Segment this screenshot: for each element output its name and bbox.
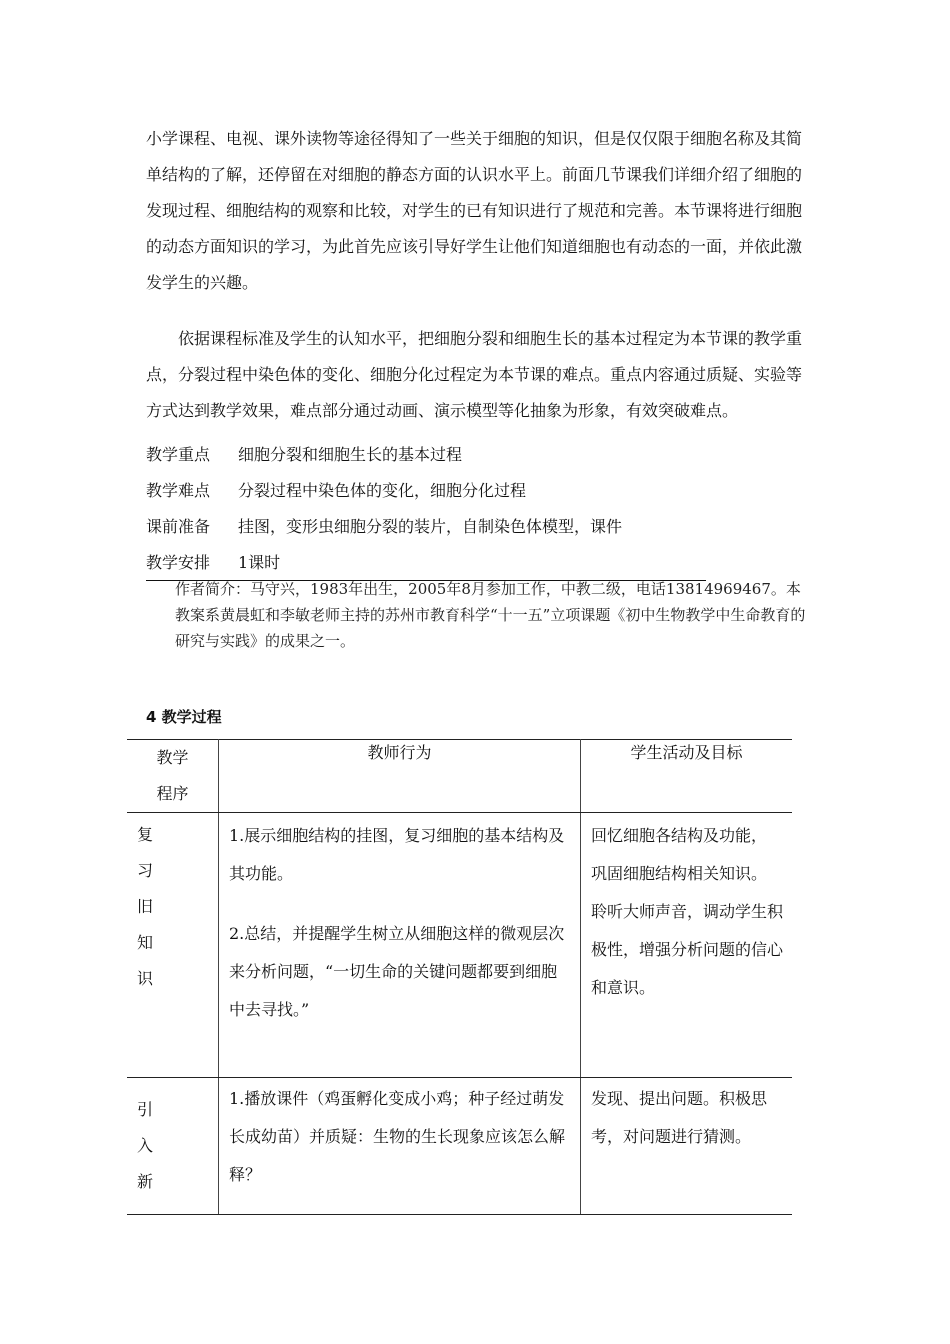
stage-char: 识 [137, 969, 154, 988]
item-difficult-points [146, 481, 526, 501]
header-stage [127, 740, 219, 813]
stage-char: 新 [137, 1172, 154, 1191]
table-header-row [127, 740, 792, 813]
header-teacher [219, 740, 581, 813]
teacher-step-2: 2.总结，并提醒学生树立从细胞这样的微观层次来分析问题，“一切生命的关键问题都要到细胞中去寻找。” [229, 924, 565, 1019]
footnote: 作者简介：马守兴，1983年出生，2005年8月参加工作，中教二级，电话13814969467。本教案系黄晨虹和李敏老师主持的苏州市教育科学“十一五”立项课题《初中生物教学中生命教育的研究与实践》的成果之一。 [175, 580, 806, 650]
teacher-step-1: 1.展示细胞结构的挂图，复习细胞的基本结构及其功能。 [229, 826, 565, 883]
teacher-cell [219, 813, 581, 1078]
table-row [127, 813, 792, 1078]
item-value: 分裂过程中染色体的变化，细胞分化过程 [238, 481, 527, 500]
item-label: 教学难点 [146, 481, 211, 500]
student-line-2: 巩固细胞结构相关知识。 [591, 864, 768, 883]
header-student [581, 740, 793, 813]
item-preparation [146, 517, 622, 537]
stage-char: 习 [137, 861, 154, 880]
teacher-step-1: 1.播放课件（鸡蛋孵化变成小鸡；种子经过萌发长成幼苗）并质疑：生物的生长现象应该怎么解释？ [229, 1089, 566, 1184]
header-student-label: 学生活动及目标 [630, 743, 743, 762]
stage-char: 旧 [137, 897, 154, 916]
item-value: 挂图，变形虫细胞分裂的装片，自制染色体模型，课件 [238, 517, 623, 536]
item-value: 细胞分裂和细胞生长的基本过程 [238, 445, 463, 464]
header-stage-line2: 程序 [156, 784, 189, 803]
student-line-3: 聆听大师声音，调动学生积极性，增强分析问题的信心和意识。 [591, 902, 784, 997]
item-label: 教学重点 [146, 445, 211, 464]
intro-paragraph-1: 小学课程、电视、课外读物等途径得知了一些关于细胞的知识，但是仅仅限于细胞名称及其简单结构的了解，还停留在对细胞的静态方面的认识水平上。前面几节课我们详细介绍了细胞的发现过程、细胞结构的观察和比较，对学生的已有知识进行了规范和完善。本节课将进行细胞的动态方面知识的学习，为此首先应该引导好学生让他们知道细胞也有动态的一面，并依此激发学生的兴趣。 [146, 129, 803, 292]
header-teacher-label: 教师行为 [367, 743, 432, 762]
stage-char: 入 [137, 1136, 154, 1155]
stage-cell [127, 1078, 219, 1215]
item-label: 课前准备 [146, 517, 211, 536]
student-line-1: 发现、提出问题。积极思考，对问题进行猜测。 [591, 1089, 768, 1146]
intro-paragraph-2: 依据课程标准及学生的认知水平，把细胞分裂和细胞生长的基本过程定为本节课的教学重点，分裂过程中染色体的变化、细胞分化过程定为本节课的难点。重点内容通过质疑、实验等方式达到教学效果，难点部分通过动画、演示模型等化抽象为形象，有效突破难点。 [146, 329, 803, 420]
item-key-points [146, 445, 462, 465]
item-schedule [146, 553, 280, 573]
teacher-cell [219, 1078, 581, 1215]
student-cell [581, 813, 793, 1078]
header-stage-line1: 教学 [156, 748, 189, 767]
stage-char: 引 [137, 1100, 154, 1119]
item-value: 1课时 [238, 553, 281, 572]
teaching-process-table [127, 739, 792, 1215]
table-row [127, 1078, 792, 1215]
stage-char: 复 [137, 825, 154, 844]
item-label: 教学安排 [146, 553, 211, 572]
student-line-1: 回忆细胞各结构及功能， [591, 826, 768, 845]
stage-char: 知 [137, 933, 154, 952]
section-title: 4 教学过程 [146, 708, 222, 726]
student-cell [581, 1078, 793, 1215]
stage-cell [127, 813, 219, 1078]
